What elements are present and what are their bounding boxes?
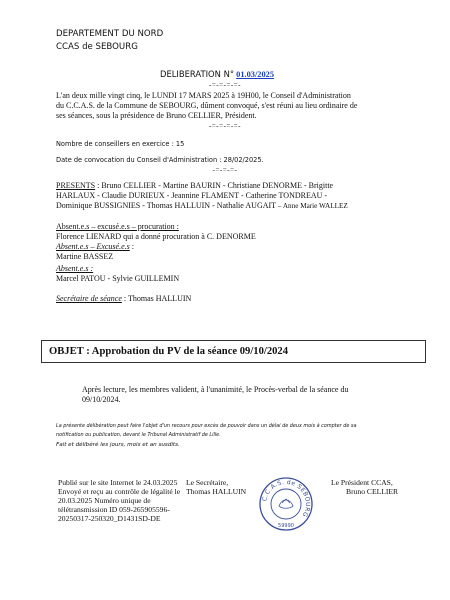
- separator: -=-=-=-=-: [209, 122, 241, 130]
- objet-text: Approbation du PV de la séance 09/10/2024: [89, 346, 289, 357]
- stamp-seal-icon: [258, 476, 314, 532]
- presents-line: [56, 181, 333, 190]
- separator: -=-=-=-: [212, 166, 238, 174]
- absents-procuration-label: Absent.e.s – excusé.e.s – procuration :: [56, 222, 179, 231]
- ccas-stamp: [258, 476, 314, 532]
- publication-line: télétransmission ID 059-265905596-: [58, 505, 170, 514]
- deliberation-number-link[interactable]: 01.03/2025: [236, 70, 275, 79]
- secretary-title: Le Secrétaire,: [186, 478, 229, 487]
- presents-line: HARLAUX - Claudie DURIEUX - Jeannine FLAMENT - Catherine TONDREAU -: [56, 191, 328, 200]
- publication-line: Publié sur le site Internet le 24.03.2025: [58, 478, 178, 487]
- colon: :: [129, 242, 134, 251]
- president-title: Le Président CCAS,: [331, 478, 393, 487]
- intro-line: ses séances, sous la présidence de Bruno CELLIER, Président.: [56, 111, 257, 120]
- svg-text:59990: 59990: [278, 523, 294, 529]
- body-line: 09/10/2024.: [82, 395, 121, 404]
- secretary-value: : Thomas HALLUIN: [121, 294, 192, 303]
- absents-excused-line: [56, 242, 134, 251]
- president-name: Bruno CELLIER: [346, 487, 399, 496]
- secretary-line: [56, 294, 191, 303]
- svg-text:C.C.A.S. de SEBOURG: C.C.A.S. de SEBOURG: [261, 478, 312, 519]
- separator: -=-=-=-=-: [209, 81, 241, 89]
- deliberation-title: [160, 69, 274, 80]
- done-statement: Fait et délibéré les jours, mois et an susdits.: [56, 442, 180, 448]
- intro-line: L'an deux mille vingt cinq, le LUNDI 17 MARS 2025 à 19H00, le Conseil d'Administration: [56, 91, 351, 100]
- objet-label: OBJET :: [49, 346, 90, 357]
- legal-notice-line: La présente délibération peut faire l'objet d'un recours pour excès de pouvoir dans un délai de deux mois à compter de sa: [56, 423, 357, 429]
- presents-line: [56, 201, 348, 211]
- objet-title: [49, 345, 288, 358]
- absents-excused-value: Martine BASSEZ: [56, 252, 114, 261]
- presents-names: Dominique BUSSIGNIES - Thomas HALLUIN - Nathalie AUGAIT: [56, 201, 277, 210]
- ccas-heading: CCAS de SEBOURG: [56, 42, 138, 52]
- secretary-label: Secrétaire de séance: [56, 294, 122, 303]
- department-heading: DEPARTEMENT DU NORD: [56, 29, 164, 39]
- publication-line: 20.03.2025 Numéro unique de: [58, 496, 151, 505]
- presents-names-extra: – Anne Marie WALLEZ: [276, 202, 348, 210]
- absents-excused-label: Absent.e.s – Excusé.e.s: [56, 242, 130, 251]
- secretary-name: Thomas HALLUIN: [186, 487, 247, 496]
- intro-line: du C.C.A.S. de la Commune de SEBOURG, dûment convoqué, s'est réuni au lieu ordinaire de: [56, 101, 358, 110]
- publication-line: 20250317-250320_D1431SD-DE: [58, 514, 161, 523]
- legal-notice-line: notification ou publication, devant le Tribunal Administratif de Lille.: [56, 432, 221, 438]
- absents-label: Absent.e.s :: [56, 264, 94, 273]
- deliberation-label: DELIBERATION N°: [160, 69, 235, 79]
- absents-procuration-value: Florence LIENARD qui a donné procuration à C. DENORME: [56, 232, 256, 241]
- presents-names: : Bruno CELLIER - Martine BAURIN - Christiane DENORME - Brigitte: [95, 181, 334, 190]
- body-line: Après lecture, les membres valident, à l'unanimité, le Procès-verbal de la séance du: [82, 385, 349, 394]
- presents-label: PRESENTS: [56, 181, 96, 190]
- absents-value: Marcel PATOU - Sylvie GUILLEMIN: [56, 274, 180, 283]
- members-count: Nombre de conseillers en exercice : 15: [56, 140, 185, 148]
- publication-line: Envoyé et reçu au contrôle de légalité le: [58, 487, 181, 496]
- convocation-date: Date de convocation du Conseil d'Administration : 28/02/2025.: [56, 156, 264, 164]
